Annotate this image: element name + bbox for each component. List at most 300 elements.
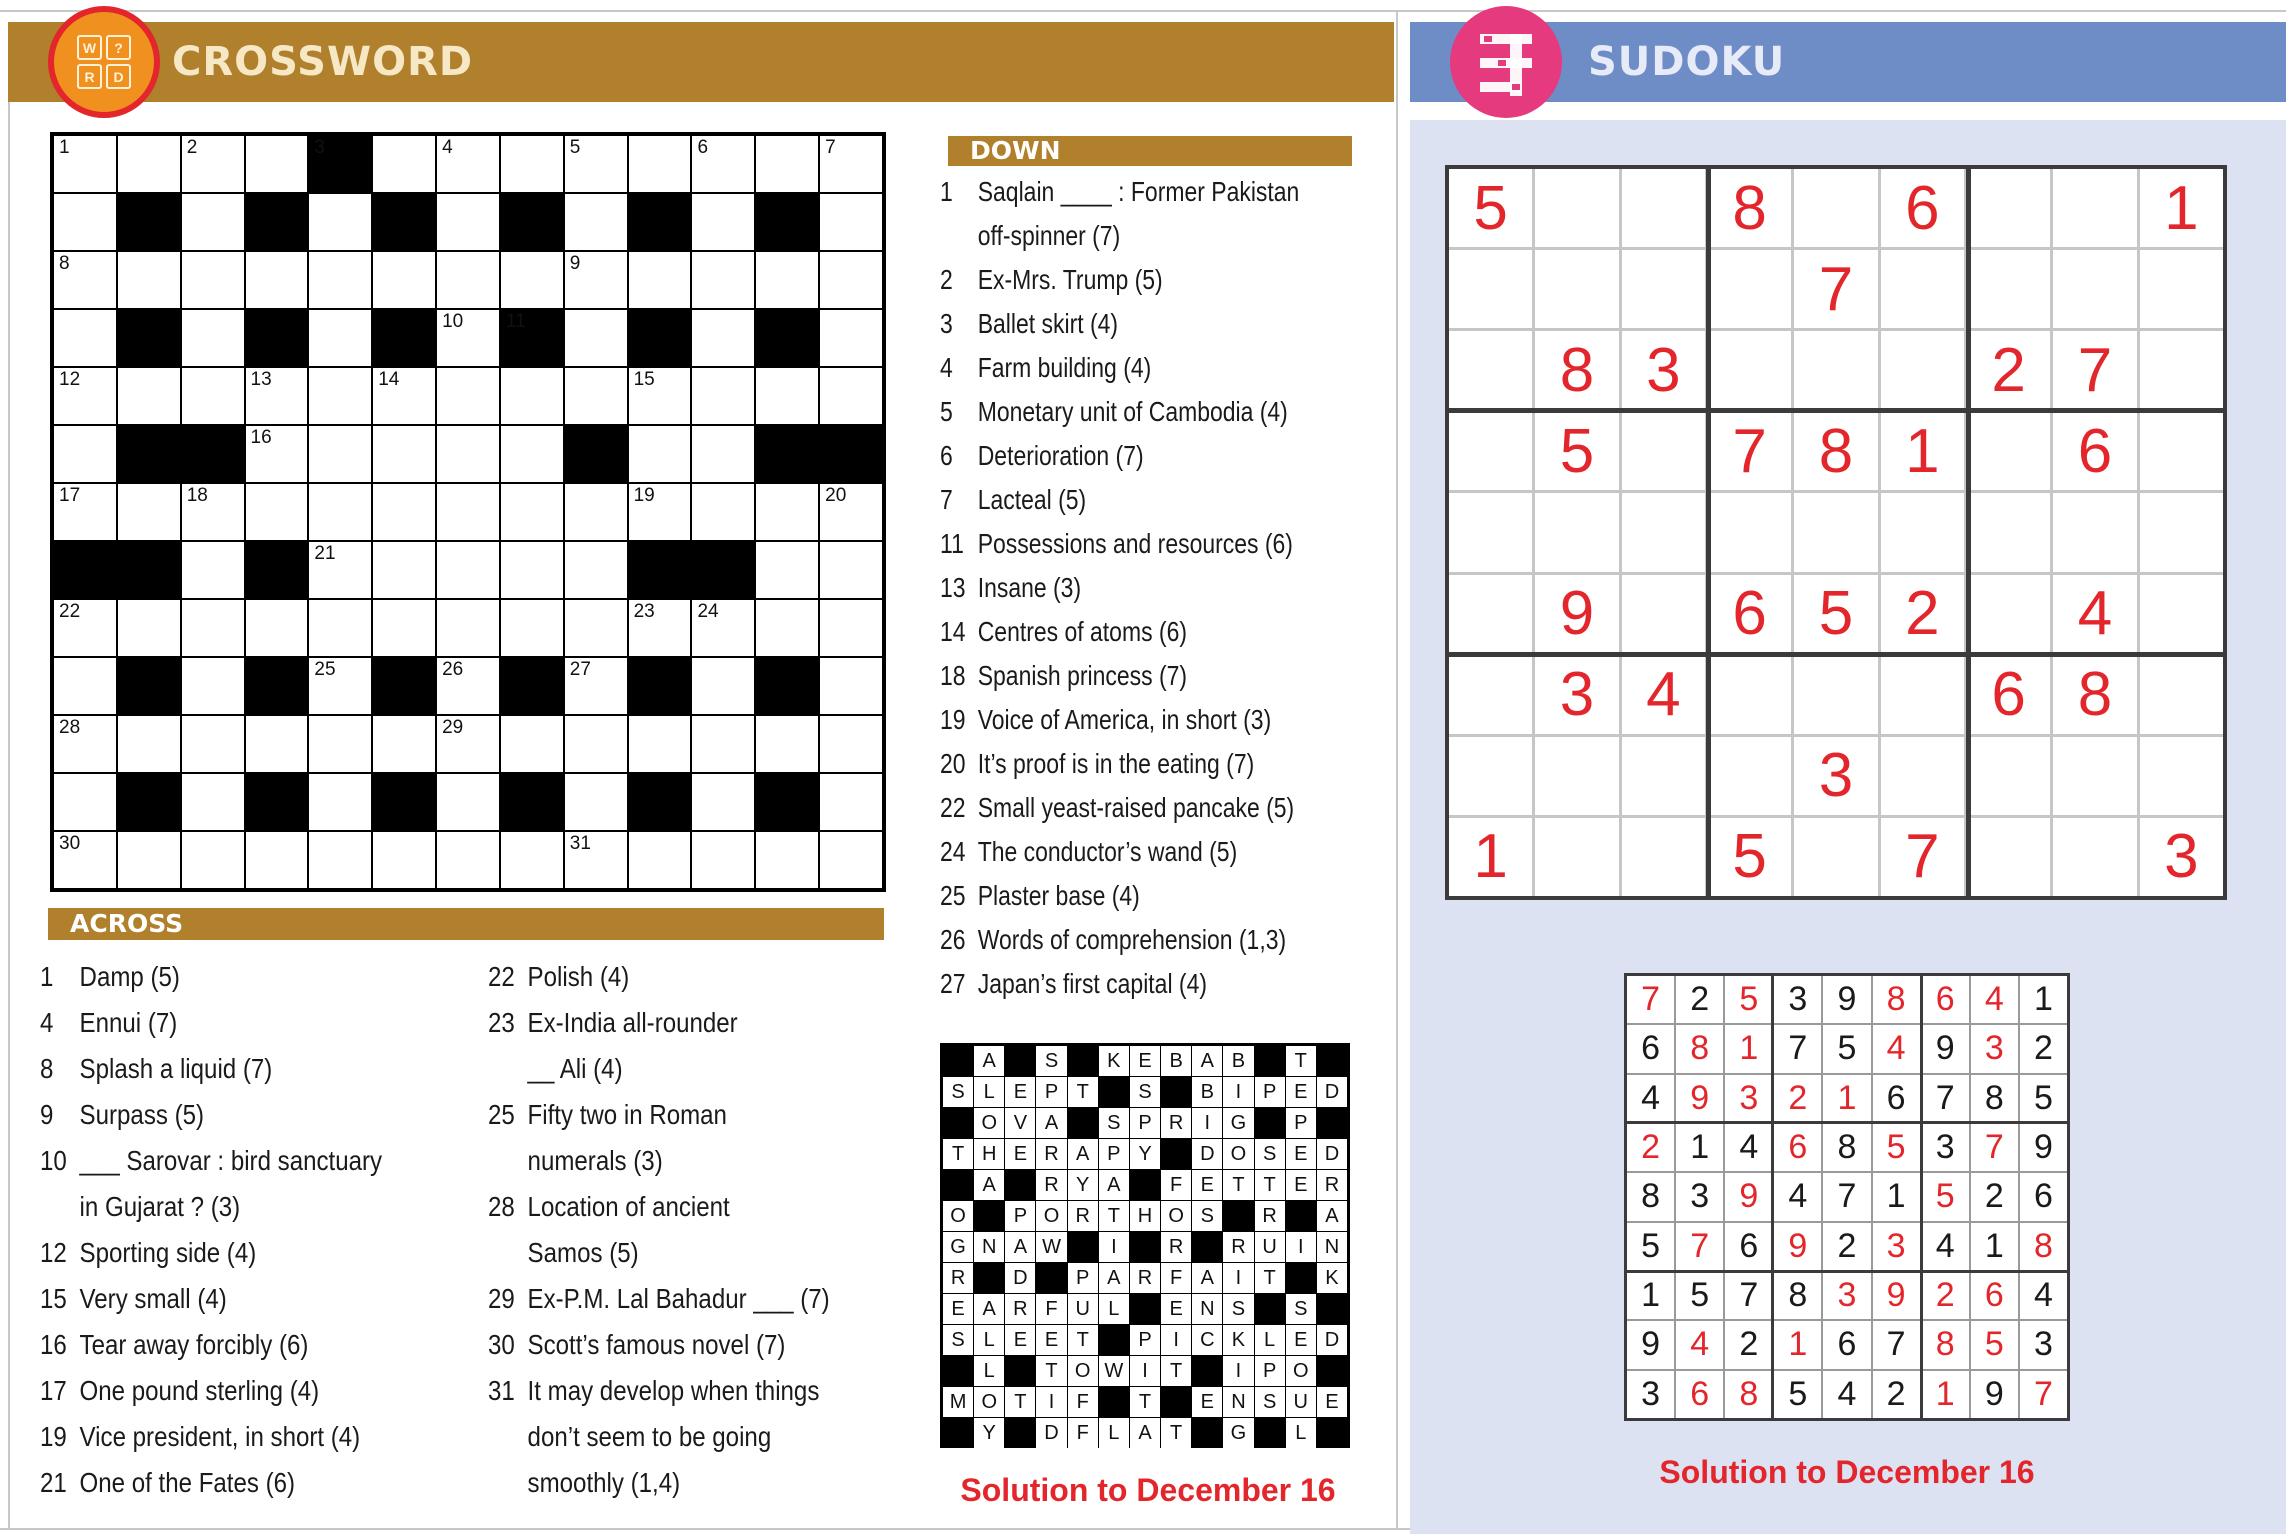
sudoku-given-cell[interactable]: 6 [1708, 575, 1791, 653]
sudoku-given-cell[interactable]: 5 [1449, 169, 1532, 247]
solution-letter-cell: I [1099, 1232, 1129, 1262]
sudoku-given-cell[interactable]: 5 [1794, 575, 1877, 653]
crossword-cell[interactable] [54, 600, 116, 656]
sudoku-empty-cell[interactable] [1967, 737, 2050, 815]
clue-number: 11 [940, 528, 964, 559]
sudoku-empty-cell[interactable] [1708, 656, 1791, 734]
crossword-cell[interactable] [692, 194, 754, 250]
crossword-cell[interactable] [246, 368, 308, 424]
solution-letter-cell: I [1223, 1077, 1253, 1107]
sudoku-empty-cell[interactable] [1535, 737, 1618, 815]
crossword-cell[interactable] [54, 252, 116, 308]
crossword-cell[interactable] [373, 136, 435, 192]
crossword-cell[interactable] [373, 368, 435, 424]
clue-row [940, 478, 1284, 522]
sudoku-solution-cell: 8 [2020, 1223, 2067, 1270]
clue-row [40, 1322, 427, 1368]
crossword-cell[interactable] [756, 252, 818, 308]
crossword-cell[interactable] [756, 136, 818, 192]
clue-text: Ex-Mrs. Trump (5) [977, 264, 1163, 295]
sudoku-empty-cell[interactable] [1881, 737, 1964, 815]
sudoku-empty-cell[interactable] [1881, 493, 1964, 571]
logo-letter-tile: W [77, 35, 102, 60]
crossword-cell[interactable] [309, 716, 371, 772]
sudoku-empty-cell[interactable] [2053, 493, 2136, 571]
clue-number: 7 [825, 137, 836, 158]
crossword-cell[interactable] [820, 774, 882, 830]
sudoku-solution-cell: 6 [1725, 1223, 1772, 1270]
sudoku-given-cell[interactable]: 9 [1535, 575, 1618, 653]
sudoku-given-cell[interactable]: 3 [1535, 656, 1618, 734]
crossword-cell[interactable] [501, 832, 563, 888]
crossword-cell[interactable] [118, 600, 180, 656]
solution-letter-cell: A [1005, 1232, 1035, 1262]
crossword-cell[interactable] [629, 426, 691, 482]
crossword-cell[interactable] [629, 600, 691, 656]
sudoku-empty-cell[interactable] [1449, 250, 1532, 328]
solution-letter-cell: T [1161, 1356, 1191, 1386]
crossword-cell[interactable] [756, 716, 818, 772]
crossword-cell[interactable] [373, 716, 435, 772]
crossword-cell[interactable] [309, 368, 371, 424]
sudoku-empty-cell[interactable] [1967, 575, 2050, 653]
crossword-cell[interactable] [820, 368, 882, 424]
crossword-cell[interactable] [501, 600, 563, 656]
sudoku-empty-cell[interactable] [1794, 656, 1877, 734]
sudoku-empty-cell[interactable] [1449, 493, 1532, 571]
crossword-cell[interactable] [246, 716, 308, 772]
crossword-cell[interactable] [118, 832, 180, 888]
crossword-cell[interactable] [54, 774, 116, 830]
sudoku-empty-cell[interactable] [2140, 331, 2223, 409]
solution-letter-cell: A [974, 1170, 1004, 1200]
crossword-cell[interactable] [54, 832, 116, 888]
crossword-cell[interactable] [565, 368, 627, 424]
solution-letter-cell: R [1036, 1170, 1066, 1200]
crossword-cell[interactable] [692, 252, 754, 308]
crossword-cell[interactable] [629, 716, 691, 772]
crossword-cell[interactable] [373, 484, 435, 540]
crossword-cell[interactable] [182, 194, 244, 250]
crossword-cell[interactable] [54, 658, 116, 714]
sudoku-empty-cell[interactable] [1622, 493, 1705, 571]
crossword-cell[interactable] [756, 832, 818, 888]
crossword-cell[interactable] [565, 600, 627, 656]
crossword-cell[interactable] [692, 310, 754, 366]
crossword-cell[interactable] [182, 774, 244, 830]
solution-letter-cell: A [1317, 1201, 1347, 1231]
sudoku-empty-cell[interactable] [2053, 169, 2136, 247]
crossword-cell[interactable] [692, 426, 754, 482]
clue-text: Words of comprehension (1,3) [977, 924, 1287, 955]
sudoku-given-cell[interactable]: 1 [1449, 818, 1532, 896]
sudoku-solution-box-line [1771, 973, 1774, 1421]
crossword-cell[interactable] [501, 252, 563, 308]
sudoku-empty-cell[interactable] [2053, 818, 2136, 896]
solution-black-cell [943, 1418, 973, 1448]
crossword-cell[interactable] [182, 716, 244, 772]
clue-number: 20 [940, 748, 966, 779]
sudoku-empty-cell[interactable] [1535, 250, 1618, 328]
crossword-cell[interactable] [820, 600, 882, 656]
clue-row [488, 1460, 849, 1506]
sudoku-solution-cell: 5 [1725, 976, 1772, 1023]
sudoku-solution-cell: 6 [2020, 1173, 2067, 1220]
sudoku-empty-cell[interactable] [1881, 331, 1964, 409]
crossword-cell[interactable] [309, 426, 371, 482]
sudoku-given-cell[interactable]: 2 [1967, 331, 2050, 409]
solution-letter-cell: M [943, 1387, 973, 1417]
crossword-cell[interactable] [309, 310, 371, 366]
solution-letter-cell: D [1317, 1077, 1347, 1107]
crossword-cell[interactable] [565, 136, 627, 192]
crossword-cell[interactable] [309, 542, 371, 598]
crossword-cell[interactable] [437, 600, 499, 656]
crossword-cell[interactable] [437, 716, 499, 772]
sudoku-empty-cell[interactable] [1622, 169, 1705, 247]
sudoku-empty-cell[interactable] [1622, 250, 1705, 328]
solution-letter-cell: A [1192, 1046, 1222, 1076]
crossword-cell[interactable] [118, 252, 180, 308]
crossword-cell[interactable] [246, 484, 308, 540]
solution-letter-cell: L [1286, 1418, 1316, 1448]
solution-black-cell [1068, 1232, 1098, 1262]
crossword-cell[interactable] [820, 484, 882, 540]
crossword-cell[interactable] [756, 542, 818, 598]
solution-letter-cell: E [1036, 1325, 1066, 1355]
sudoku-empty-cell[interactable] [1881, 250, 1964, 328]
sudoku-given-cell[interactable]: 7 [1708, 412, 1791, 490]
crossword-cell[interactable] [692, 368, 754, 424]
crossword-cell[interactable] [629, 136, 691, 192]
crossword-cell[interactable] [820, 194, 882, 250]
sudoku-empty-cell[interactable] [1967, 818, 2050, 896]
sudoku-empty-cell[interactable] [1535, 493, 1618, 571]
solution-letter-cell: L [974, 1325, 1004, 1355]
crossword-cell[interactable] [756, 600, 818, 656]
crossword-cell[interactable] [501, 368, 563, 424]
down-heading-bar [948, 136, 1352, 166]
solution-letter-cell: A [1130, 1418, 1160, 1448]
crossword-cell[interactable] [54, 368, 116, 424]
crossword-cell[interactable] [182, 542, 244, 598]
crossword-cell[interactable] [54, 136, 116, 192]
crossword-cell[interactable] [182, 832, 244, 888]
crossword-black-cell [373, 658, 435, 714]
clue-number: 9 [40, 1099, 54, 1130]
clue-number: 28 [59, 717, 81, 738]
crossword-black-cell [629, 310, 691, 366]
sudoku-solution-cell: 8 [1873, 976, 1920, 1023]
sudoku-solution-cell: 4 [1823, 1371, 1870, 1418]
sudoku-empty-cell[interactable] [1967, 493, 2050, 571]
clue-number: 26 [442, 659, 464, 680]
crossword-cell[interactable] [437, 658, 499, 714]
sudoku-empty-cell[interactable] [2140, 412, 2223, 490]
clue-text: Saqlain ____ : Former Pakistan [977, 176, 1300, 207]
crossword-cell[interactable] [437, 774, 499, 830]
sudoku-empty-cell[interactable] [2140, 656, 2223, 734]
sudoku-empty-cell[interactable] [1794, 493, 1877, 571]
crossword-cell[interactable] [182, 658, 244, 714]
sudoku-box-line [1966, 165, 1971, 900]
sudoku-empty-cell[interactable] [2053, 250, 2136, 328]
sudoku-empty-cell[interactable] [1967, 250, 2050, 328]
crossword-cell[interactable] [246, 252, 308, 308]
solution-letter-cell: R [1161, 1232, 1191, 1262]
across-clues-column-2 [488, 954, 908, 1506]
crossword-black-cell [756, 658, 818, 714]
crossword-cell[interactable] [692, 658, 754, 714]
solution-black-cell [943, 1046, 973, 1076]
crossword-cell[interactable] [118, 368, 180, 424]
sudoku-given-cell[interactable]: 1 [2140, 169, 2223, 247]
crossword-cell[interactable] [820, 136, 882, 192]
crossword-cell[interactable] [437, 484, 499, 540]
crossword-cell[interactable] [820, 542, 882, 598]
clue-number: 11 [505, 311, 526, 332]
crossword-cell[interactable] [182, 484, 244, 540]
crossword-cell[interactable] [54, 310, 116, 366]
crossword-black-cell [629, 542, 691, 598]
crossword-cell[interactable] [437, 194, 499, 250]
crossword-cell[interactable] [182, 600, 244, 656]
crossword-cell[interactable] [246, 136, 308, 192]
crossword-cell[interactable] [437, 542, 499, 598]
sudoku-empty-cell[interactable] [1708, 331, 1791, 409]
sudoku-given-cell[interactable]: 5 [1535, 412, 1618, 490]
clue-text: Ex-P.M. Lal Bahadur ___ (7) [527, 1283, 830, 1314]
sudoku-solution-cell: 2 [1922, 1272, 1969, 1319]
crossword-cell[interactable] [309, 774, 371, 830]
solution-black-cell [1317, 1046, 1347, 1076]
solution-letter-cell: E [943, 1294, 973, 1324]
sudoku-empty-cell[interactable] [1881, 656, 1964, 734]
crossword-cell[interactable] [246, 832, 308, 888]
crossword-cell[interactable] [820, 832, 882, 888]
sudoku-logo-icon [1450, 6, 1562, 118]
crossword-cell[interactable] [565, 716, 627, 772]
sudoku-solution-cell: 9 [1873, 1272, 1920, 1319]
crossword-cell[interactable] [629, 252, 691, 308]
crossword-cell[interactable] [437, 310, 499, 366]
sudoku-solution-cell: 2 [1873, 1371, 1920, 1418]
crossword-cell[interactable] [182, 252, 244, 308]
sudoku-given-cell[interactable]: 8 [1794, 412, 1877, 490]
sudoku-empty-cell[interactable] [2140, 250, 2223, 328]
crossword-cell[interactable] [501, 136, 563, 192]
sudoku-empty-cell[interactable] [1449, 412, 1532, 490]
crossword-cell[interactable] [820, 716, 882, 772]
crossword-cell[interactable] [54, 194, 116, 250]
crossword-cell[interactable] [692, 774, 754, 830]
crossword-cell[interactable] [501, 542, 563, 598]
sudoku-empty-cell[interactable] [1794, 169, 1877, 247]
clue-text: Polish (4) [527, 961, 630, 992]
crossword-cell[interactable] [820, 252, 882, 308]
clue-row [940, 346, 1284, 390]
crossword-cell[interactable] [309, 252, 371, 308]
crossword-cell[interactable] [565, 832, 627, 888]
clue-number: 22 [488, 961, 515, 992]
crossword-cell[interactable] [309, 832, 371, 888]
sudoku-empty-cell[interactable] [1794, 331, 1877, 409]
crossword-cell[interactable] [54, 426, 116, 482]
sudoku-given-cell[interactable]: 8 [1535, 331, 1618, 409]
sudoku-empty-cell[interactable] [1708, 250, 1791, 328]
clue-row [940, 830, 1284, 874]
crossword-cell[interactable] [54, 716, 116, 772]
sudoku-empty-cell[interactable] [1708, 737, 1791, 815]
sudoku-empty-cell[interactable] [1535, 169, 1618, 247]
clue-number: 24 [697, 601, 719, 622]
crossword-cell[interactable] [182, 368, 244, 424]
crossword-cell[interactable] [692, 136, 754, 192]
sudoku-empty-cell[interactable] [1794, 818, 1877, 896]
crossword-cell[interactable] [501, 484, 563, 540]
crossword-cell[interactable] [820, 310, 882, 366]
crossword-cell[interactable] [118, 136, 180, 192]
sudoku-given-cell[interactable]: 3 [1622, 331, 1705, 409]
sudoku-solution-cell: 1 [1627, 1272, 1674, 1319]
crossword-cell[interactable] [246, 426, 308, 482]
sudoku-solution-box-line [1920, 973, 1923, 1421]
sudoku-empty-cell[interactable] [1535, 818, 1618, 896]
crossword-cell[interactable] [182, 310, 244, 366]
crossword-cell[interactable] [437, 832, 499, 888]
crossword-cell[interactable] [692, 832, 754, 888]
crossword-cell[interactable] [309, 600, 371, 656]
sudoku-empty-cell[interactable] [1449, 575, 1532, 653]
sudoku-given-cell[interactable]: 4 [1622, 656, 1705, 734]
crossword-cell[interactable] [756, 484, 818, 540]
clue-number: 13 [250, 369, 272, 390]
crossword-cell[interactable] [373, 600, 435, 656]
sudoku-given-cell[interactable]: 6 [1881, 169, 1964, 247]
crossword-cell[interactable] [373, 542, 435, 598]
clue-row [940, 390, 1288, 434]
solution-black-cell [1192, 1418, 1222, 1448]
crossword-black-cell [501, 194, 563, 250]
crossword-cell[interactable] [565, 194, 627, 250]
crossword-cell[interactable] [565, 774, 627, 830]
sudoku-given-cell[interactable]: 2 [1881, 575, 1964, 653]
crossword-cell[interactable] [629, 368, 691, 424]
crossword-cell[interactable] [309, 484, 371, 540]
crossword-cell[interactable] [565, 252, 627, 308]
sudoku-given-cell[interactable]: 6 [2053, 412, 2136, 490]
sudoku-empty-cell[interactable] [1449, 656, 1532, 734]
crossword-cell[interactable] [565, 484, 627, 540]
solution-letter-cell: E [1286, 1077, 1316, 1107]
sudoku-solution-cell: 2 [1971, 1173, 2018, 1220]
sudoku-empty-cell[interactable] [2140, 493, 2223, 571]
solution-letter-cell: F [1161, 1263, 1191, 1293]
crossword-cell[interactable] [246, 600, 308, 656]
crossword-cell[interactable] [309, 658, 371, 714]
sudoku-empty-cell[interactable] [1622, 818, 1705, 896]
sudoku-empty-cell[interactable] [1622, 737, 1705, 815]
crossword-cell[interactable] [565, 658, 627, 714]
clue-number: 1 [40, 961, 54, 992]
sudoku-empty-cell[interactable] [2053, 737, 2136, 815]
crossword-cell[interactable] [756, 368, 818, 424]
crossword-black-cell [501, 774, 563, 830]
crossword-cell[interactable] [54, 484, 116, 540]
sudoku-empty-cell[interactable] [1622, 412, 1705, 490]
solution-letter-cell: P [1255, 1356, 1285, 1386]
sudoku-given-cell[interactable]: 7 [1881, 818, 1964, 896]
sudoku-empty-cell[interactable] [2140, 575, 2223, 653]
sudoku-empty-cell[interactable] [1967, 412, 2050, 490]
sudoku-given-cell[interactable]: 8 [2053, 656, 2136, 734]
solution-letter-cell: S [1099, 1108, 1129, 1138]
sudoku-empty-cell[interactable] [2140, 737, 2223, 815]
crossword-cell[interactable] [373, 832, 435, 888]
crossword-cell[interactable] [501, 426, 563, 482]
crossword-cell[interactable] [437, 136, 499, 192]
crossword-cell[interactable] [629, 832, 691, 888]
sudoku-empty-cell[interactable] [1622, 575, 1705, 653]
clue-row [40, 1184, 427, 1230]
crossword-cell[interactable] [118, 716, 180, 772]
sudoku-empty-cell[interactable] [1708, 493, 1791, 571]
clue-number: 24 [940, 836, 966, 867]
crossword-cell[interactable] [437, 426, 499, 482]
crossword-cell[interactable] [437, 368, 499, 424]
crossword-cell[interactable] [565, 310, 627, 366]
sudoku-given-cell[interactable]: 8 [1708, 169, 1791, 247]
clue-row [488, 1092, 849, 1138]
sudoku-given-cell[interactable]: 4 [2053, 575, 2136, 653]
solution-letter-cell: P [1068, 1263, 1098, 1293]
sudoku-given-cell[interactable]: 6 [1967, 656, 2050, 734]
solution-letter-cell: R [1130, 1263, 1160, 1293]
crossword-cell[interactable] [373, 252, 435, 308]
crossword-cell[interactable] [820, 658, 882, 714]
sudoku-given-cell[interactable]: 3 [1794, 737, 1877, 815]
clue-text: One of the Fates (6) [79, 1467, 296, 1498]
crossword-cell[interactable] [629, 484, 691, 540]
sudoku-empty-cell[interactable] [1449, 331, 1532, 409]
sudoku-box-line [1445, 408, 2227, 413]
sudoku-solution-grid [1624, 973, 2070, 1421]
solution-black-cell [1005, 1418, 1035, 1448]
clue-number: 27 [940, 968, 966, 999]
crossword-cell[interactable] [373, 426, 435, 482]
sudoku-given-cell[interactable]: 7 [2053, 331, 2136, 409]
sudoku-empty-cell[interactable] [1967, 169, 2050, 247]
sudoku-given-cell[interactable]: 1 [1881, 412, 1964, 490]
sudoku-given-cell[interactable]: 7 [1794, 250, 1877, 328]
crossword-cell[interactable] [692, 600, 754, 656]
crossword-cell[interactable] [182, 136, 244, 192]
sudoku-given-cell[interactable]: 3 [2140, 818, 2223, 896]
clue-text: Vice president, in short (4) [79, 1421, 361, 1452]
crossword-cell[interactable] [692, 484, 754, 540]
sudoku-given-cell[interactable]: 5 [1708, 818, 1791, 896]
sudoku-empty-cell[interactable] [1449, 737, 1532, 815]
crossword-cell[interactable] [437, 252, 499, 308]
crossword-cell[interactable] [309, 194, 371, 250]
solution-letter-cell: I [1192, 1108, 1222, 1138]
crossword-header-band [8, 22, 1394, 102]
clue-number: 27 [569, 659, 591, 680]
crossword-cell[interactable] [501, 716, 563, 772]
crossword-cell[interactable] [565, 542, 627, 598]
crossword-cell[interactable] [118, 484, 180, 540]
crossword-cell[interactable] [692, 716, 754, 772]
